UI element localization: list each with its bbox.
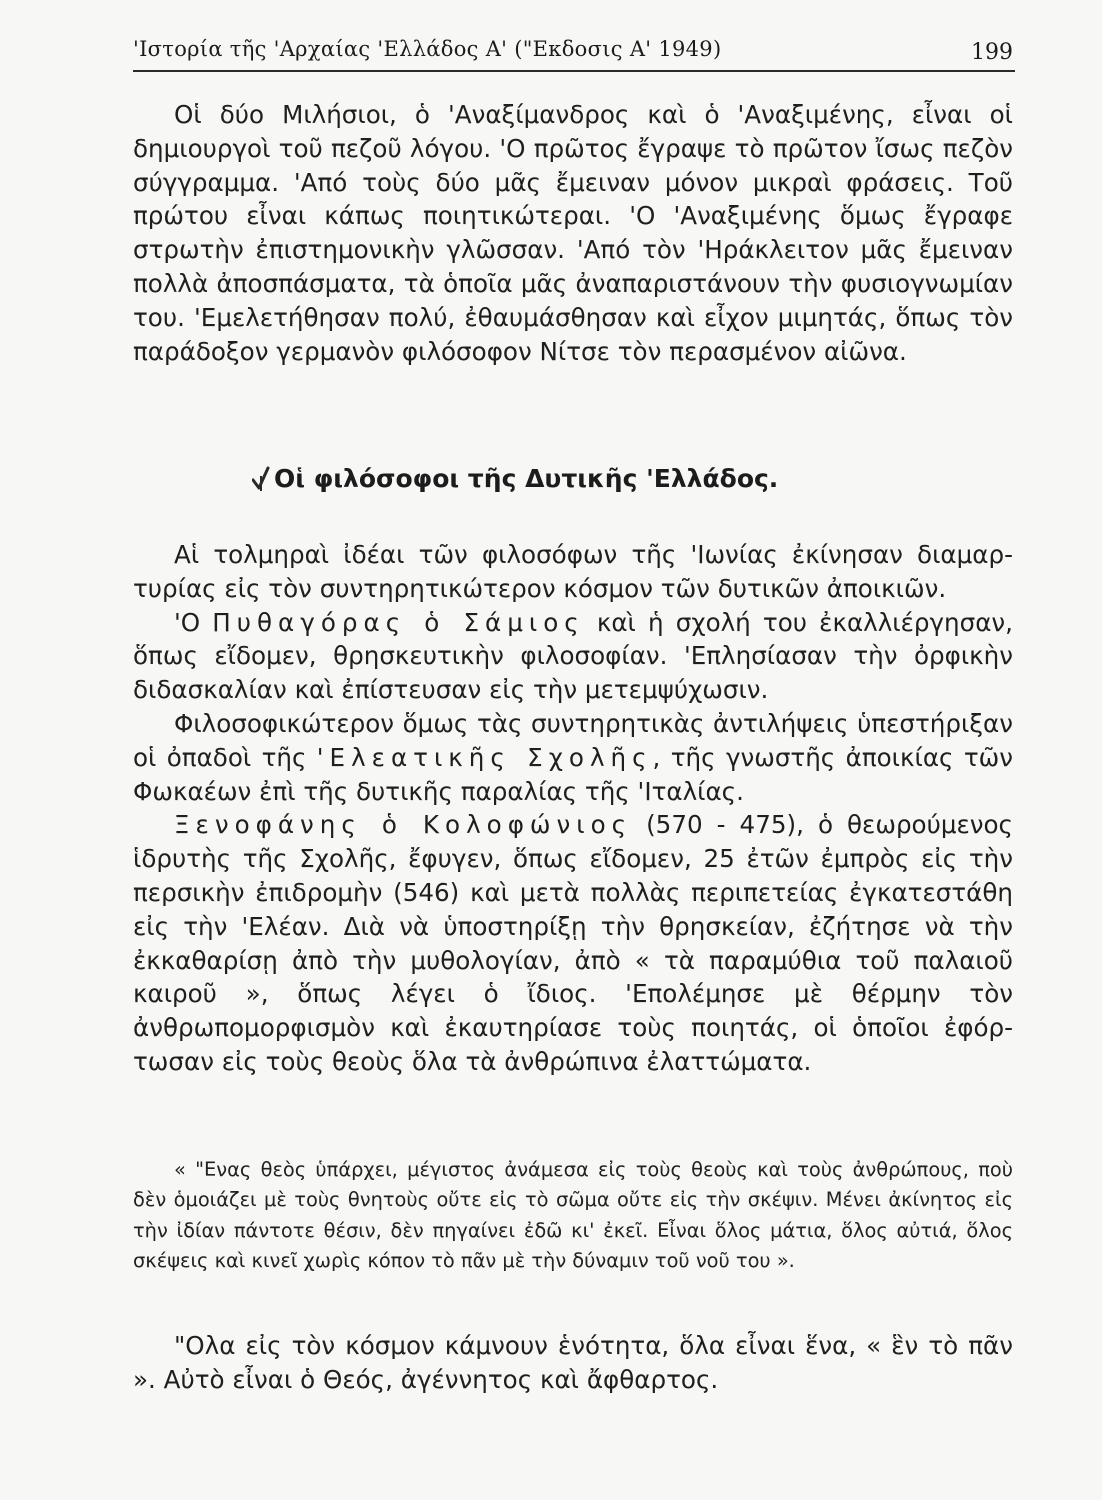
paragraph-pythagoras — [133, 606, 1013, 707]
running-head — [133, 34, 1015, 72]
paragraph-eleatic — [133, 707, 1013, 808]
final-text: "Ολα εἰς τὸν κόσμον κάμνουν ἑνότητα, ὅλα εἶναι ἕνα, « ἓν τὸ πᾶν ». Αὐτὸ εἶναι ὁ Θεός, ἀγέννητος καὶ ἄφθαρτος. — [133, 1331, 1013, 1394]
checkmark-icon — [252, 466, 270, 492]
name-pythagoras: Πυθαγόρας ὁ Σάμιος — [212, 607, 585, 637]
name-xenophanes: Ξενοφάνης ὁ Κολοφώνιος — [174, 810, 633, 840]
section-heading — [274, 462, 778, 496]
name-eleatic-school: 'Ελεατικῆς Σχολῆς — [316, 742, 653, 772]
paragraph-4-post: , τῆς γνωστῆς ἀποικίας τῶν Φωκαέων ἐπὶ τῆς δυτικῆς παραλίας τῆς 'Ιταλίας. — [133, 742, 1013, 806]
closing-paragraph — [133, 1329, 1013, 1397]
paragraph-3-pre: 'Ο — [174, 607, 213, 637]
page-number: 199 — [971, 40, 1013, 65]
paragraph-4-pre: Φιλοσοφικώτερον ὅμως τὰς συντηρητικὰς ἀντιλήψεις ὑπεστήριξαν οἱ ὀπαδοὶ τῆς — [133, 708, 1013, 772]
paragraph-xenophanes — [133, 808, 1013, 1078]
xenophanes-quote — [133, 1155, 1013, 1277]
paragraph-3-post: καὶ ἡ σχολή του ἐκαλλιέργησαν, ὅπως εἴδομεν, θρησκευτικὴν φιλοσοφίαν. 'Επλησίασαν τὴν ὀρφικὴν διδασκαλίαν καὶ ἐπίστευσαν εἰς τὴν μετεμψύχωσιν. — [133, 607, 1013, 705]
paragraph-5-post: (570 - 475), ὁ θεωρούμενος ἱδρυτὴς τῆς Σχολῆς, ἔφυγεν, ὅπως εἴδομεν, 25 ἐτῶν ἐμπρὸς εἰς τὴν περσικὴν ἐπιδρομὴν (546) καὶ μετὰ πολλὰς περιπετείας ἐγκατεστάθη εἰς τὴν 'Ελέαν. Διὰ νὰ ὑποστηρίξῃ τὴν θρησκείαν, ἐζήτησε νὰ τὴν ἐκκαθαρίσῃ ἀπὸ τὴν μυθολογίαν, ἀπὸ « τὰ παραμύθια τοῦ παλαιοῦ καιροῦ », ὅπως λέγει ὁ ἴδιος. 'Επολέμησε μὲ θέρμην τὸν ἀνθρωπομορφισμὸν καὶ ἐκαυτηρίασε τοὺς ποιητάς, οἱ ὁποῖοι ἐφόρτωσαν εἰς τοὺς θεοὺς ὅλα τὰ ἀνθρώπινα ἐλαττώματα. — [133, 810, 1013, 1076]
quote-text: « "Ενας θεὸς ὑπάρχει, μέγιστος ἀνάμεσα εἰς τοὺς θεοὺς καὶ τοὺς ἀνθρώπους, ποὺ δὲν ὁμοιάζει μὲ τοὺς θνητοὺς οὔτε εἰς τὸ σῶμα οὔτε εἰς τὴν σκέψιν. Μένει ἀκίνητος εἰς τὴν ἰδίαν πάντοτε θέσιν, δὲν πηγαίνει ἐδῶ κι' ἐκεῖ. Εἶναι ὅλος μάτια, ὅλος αὐτιά, ὅλος σκέψεις καὶ κινεῖ χωρὶς κόπον τὸ πᾶν μὲ τὴν δύναμιν τοῦ νοῦ του ». — [133, 1158, 1013, 1273]
paragraph-2-text: Αἱ τολμηραὶ ἰδέαι τῶν φιλοσόφων τῆς 'Ιωνίας ἐκίνησαν διαμαρτυρίας εἰς τὸν συντηρητικώτερον κόσμον τῶν δυτικῶν ἀποικιῶν. — [133, 540, 1013, 603]
section-heading-text: Οἱ φιλόσοφοι τῆς Δυτικῆς 'Ελλάδος. — [274, 464, 779, 493]
paragraph-milesians — [133, 98, 1013, 368]
running-head-title: 'Ιστορία τῆς 'Αρχαίας 'Ελλάδος Α' ("Εκδοσις Α' 1949) — [133, 37, 722, 61]
main-text-block — [133, 538, 1013, 1079]
paragraph-1-text: Οἱ δύο Μιλήσιοι, ὁ 'Αναξίμανδρος καὶ ὁ 'Αναξιμένης, εἶναι οἱ δημιουργοὶ τοῦ πεζοῦ λόγου. 'Ο πρῶτος ἔγραψε τὸ πρῶτον ἴσως πεζὸν σύγγραμμα. 'Από τοὺς δύο μᾶς ἔμειναν μόνον μικραὶ φράσεις. Τοῦ πρώτου εἶναι κάπως ποιητικώτεραι. 'Ο 'Αναξιμένης ὅμως ἔγραφε στρωτὴν ἐπιστημονικὴν γλῶσσαν. 'Από τὸν 'Ηράκλειτον μᾶς ἔμειναν πολλὰ ἀποσπάσματα, τὰ ὁποῖα μᾶς ἀναπαριστάνουν τὴν φυσιογνωμίαν του. 'Εμελετήθησαν πολύ, ἐθαυμάσθησαν καὶ εἶχον μιμητάς, ὅπως τὸν παράδοξον γερμανὸν φιλόσοφον Νίτσε τὸν περασμένον αἰῶνα. — [133, 100, 1013, 366]
